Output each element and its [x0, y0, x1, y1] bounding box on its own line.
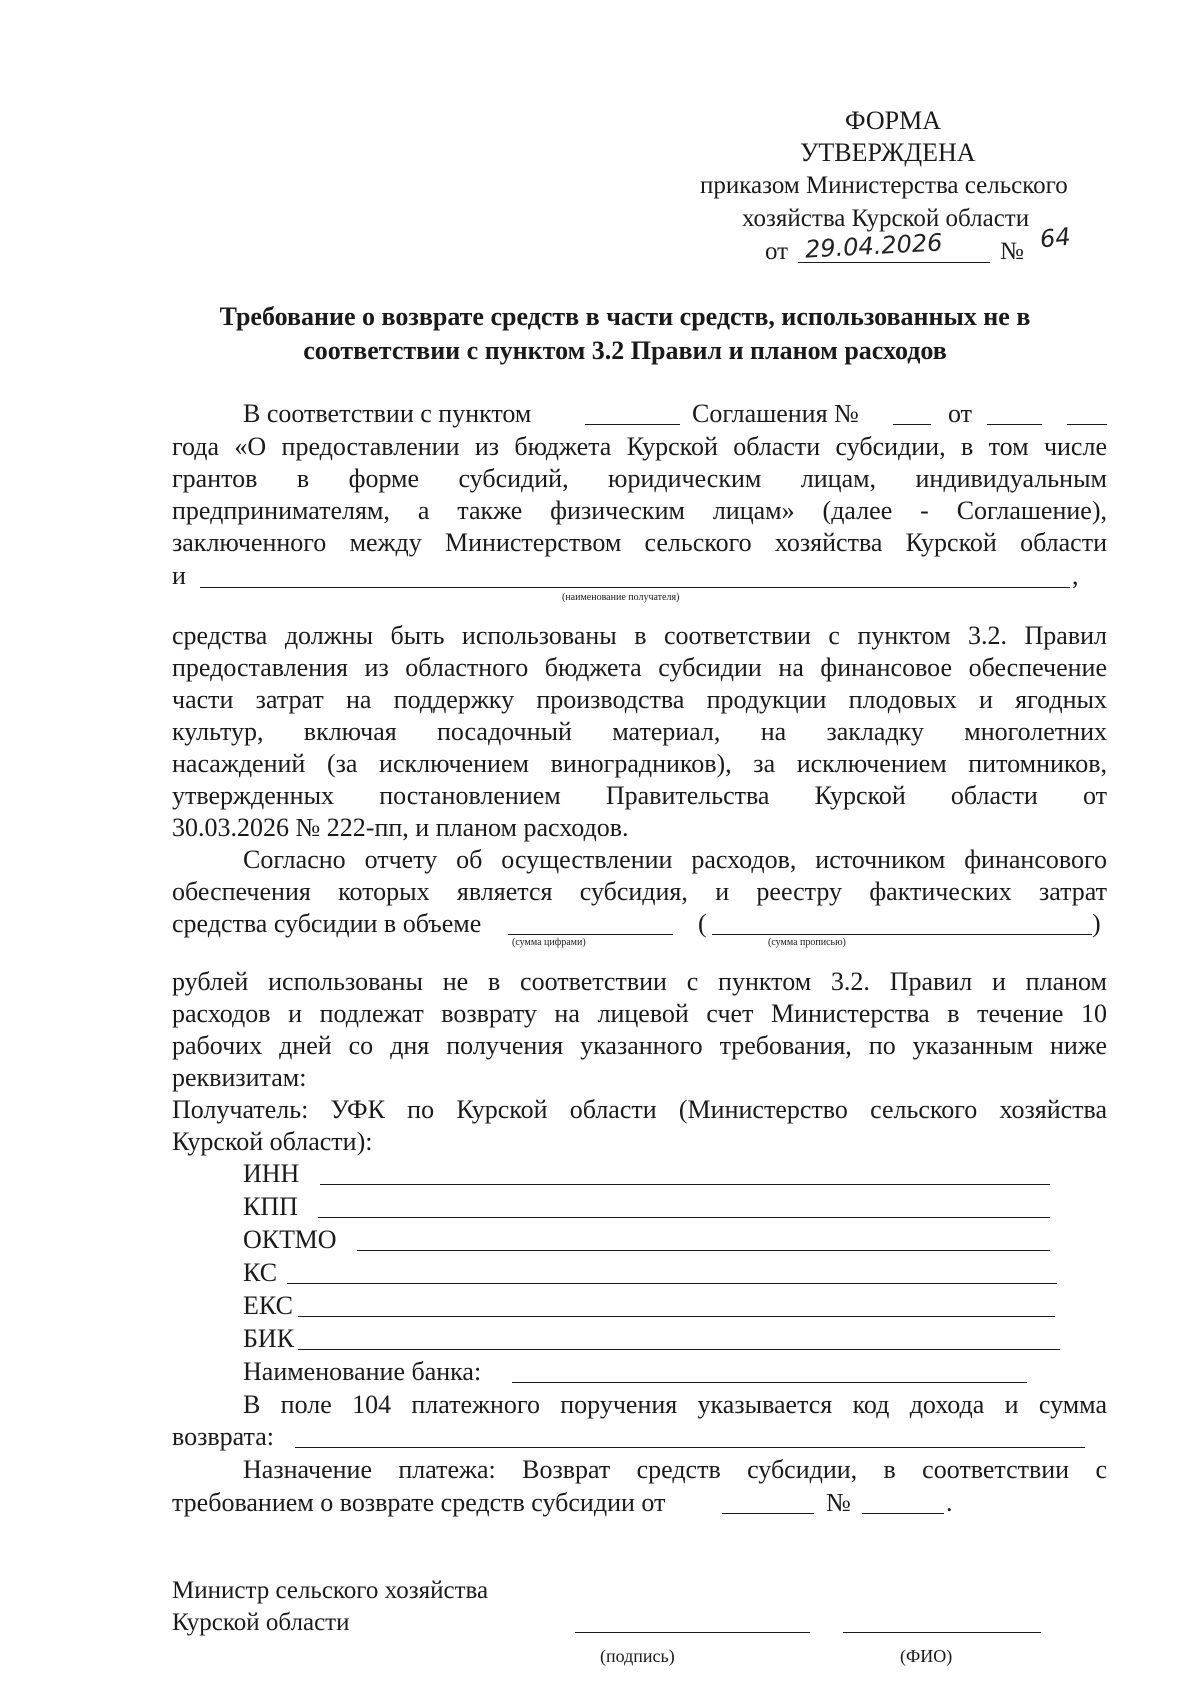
para1-point-blank	[585, 424, 680, 425]
field104-line	[295, 1447, 1085, 1448]
requisite-bik-label: БИК	[243, 1324, 295, 1353]
recipient-name-line	[200, 587, 1070, 588]
para4-line3: рабочих дней со дня получения указанного требования, по указанным ниже	[172, 1031, 1107, 1060]
recipient-caption: (наименование получателя)	[562, 592, 680, 603]
header-ot-label: от	[765, 238, 789, 265]
header-num-label: №	[1000, 238, 1024, 265]
header-utverzhdena: УТВЕРЖДЕНА	[800, 138, 976, 167]
caption-amount-digits: (сумма цифрами)	[512, 937, 586, 948]
para1-line2: года «О предоставлении из бюджета Курской области субсидии, в том числе	[172, 432, 1107, 461]
document-title-line1: Требование о возврате средств в части средств, использованных не в	[219, 302, 1031, 331]
signature-title-line2: Курской области	[172, 1609, 350, 1636]
para1-line6-a: и	[172, 561, 186, 590]
para4-line1: рублей использованы не в соответствии с пунктом 3.2. Правил и планом	[172, 967, 1107, 996]
para3-line2: обеспечения которых является субсидия, и реестру фактических затрат	[172, 877, 1107, 906]
para2-line4: культур, включая посадочный материал, на закладку многолетних	[172, 717, 1107, 746]
fio-caption: (ФИО)	[900, 1646, 953, 1666]
requisite-kpp-line	[318, 1217, 1050, 1218]
para2-line1: средства должны быть использованы в соответствии с пунктом 3.2. Правил	[172, 621, 1107, 650]
header-order-line1: приказом Министерства сельского	[700, 172, 1068, 199]
requisite-ks-line	[287, 1283, 1057, 1284]
para3-line1: Согласно отчету об осуществлении расходов, источником финансового	[243, 845, 1107, 874]
para2-line7: 30.03.2026 № 222-пп, и планом расходов.	[172, 813, 629, 842]
para4-line6: Курской области):	[172, 1127, 373, 1156]
para4-line5: Получатель: УФК по Курской области (Министерство сельского хозяйства	[172, 1095, 1107, 1124]
purpose-line2-b: №	[826, 1488, 851, 1517]
para1-line3: грантов в форме субсидий, юридическим лицам, индивидуальным	[172, 464, 1107, 493]
bank-name-line	[512, 1382, 1027, 1383]
signature-title-line1: Министр сельского хозяйства	[172, 1577, 489, 1604]
amount-words-line	[712, 934, 1092, 935]
requisite-eks-line	[298, 1316, 1055, 1317]
bank-name-label: Наименование банка:	[243, 1357, 482, 1386]
header-forma: ФОРМА	[845, 106, 941, 135]
purpose-line2-c: .	[946, 1488, 953, 1517]
para3-open-paren: (	[698, 909, 707, 938]
fio-line	[843, 1632, 1041, 1633]
para2-line6: утвержденных постановлением Правительства Курской области от	[172, 781, 1107, 810]
signature-caption: (подпись)	[600, 1646, 675, 1666]
para1-line1-a: В соответствии с пунктом	[243, 399, 532, 428]
purpose-date-blank	[722, 1513, 814, 1514]
requisite-kpp-label: КПП	[243, 1192, 298, 1221]
para2-line3: части затрат на поддержку производства продукции плодовых и ягодных	[172, 685, 1107, 714]
para1-line1-c: от	[948, 399, 973, 428]
purpose-line2-a: требованием о возврате средств субсидии от	[172, 1488, 666, 1517]
signature-line	[575, 1632, 810, 1633]
field104-line1: В поле 104 платежного поручения указывается код дохода и сумма	[243, 1390, 1107, 1419]
para3-line3-a: средства субсидии в объеме	[172, 909, 482, 938]
para1-date-blank-1	[987, 424, 1042, 425]
para4-line4: реквизитам:	[172, 1063, 307, 1092]
requisite-bik-line	[298, 1349, 1060, 1350]
para1-agreement-num-blank	[893, 424, 931, 425]
para1-line5: заключенного между Министерством сельского хозяйства Курской области	[172, 528, 1107, 557]
requisite-inn-line	[320, 1184, 1050, 1185]
requisite-oktmo-label: ОКТМО	[243, 1225, 337, 1254]
purpose-num-blank	[862, 1513, 944, 1514]
caption-amount-words: (сумма прописью)	[768, 937, 846, 948]
para1-line4: предпринимателям, а также физическим лицам» (далее - Соглашение),	[172, 496, 1107, 525]
para1-line6-b: ,	[1072, 561, 1079, 590]
purpose-line1: Назначение платежа: Возврат средств субсидии, в соответствии с	[243, 1455, 1107, 1484]
field104-line2: возврата:	[172, 1422, 274, 1451]
para2-line5: насаждений (за исключением виноградников), за исключением питомников,	[172, 749, 1107, 778]
document-title-line2: соответствии с пунктом 3.2 Правил и планом расходов	[303, 336, 947, 365]
amount-digits-line	[508, 934, 673, 935]
header-num-handwritten: 64	[1038, 222, 1072, 254]
requisite-oktmo-line	[357, 1250, 1050, 1251]
para3-close-paren: )	[1092, 909, 1101, 938]
requisite-eks-label: ЕКС	[243, 1291, 293, 1320]
para2-line2: предоставления из областного бюджета субсидии на финансовое обеспечение	[172, 653, 1107, 682]
requisite-ks-label: КС	[243, 1258, 278, 1287]
header-date-handwritten: 29.04.2026	[804, 228, 944, 264]
requisite-inn-label: ИНН	[243, 1159, 300, 1188]
para1-line1-b: Соглашения №	[692, 399, 859, 428]
para1-date-blank-2	[1067, 424, 1107, 425]
para4-line2: расходов и подлежат возврату на лицевой счет Министерства в течение 10	[172, 999, 1107, 1028]
header-order-line2: хозяйства Курской области	[742, 205, 1030, 232]
